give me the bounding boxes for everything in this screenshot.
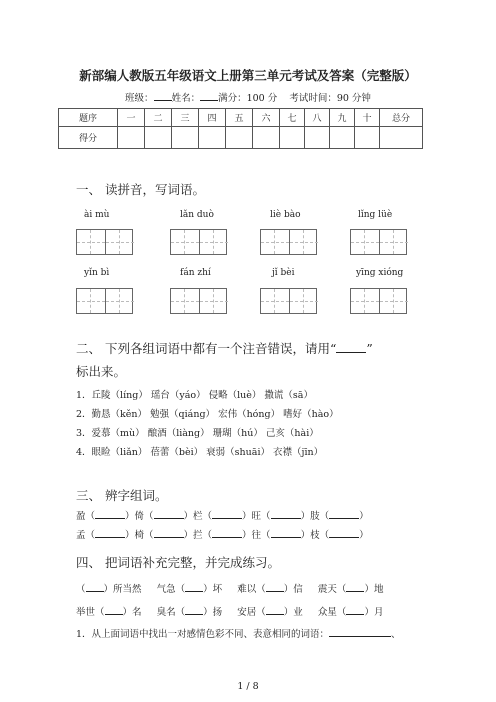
score-header-cell: 五 — [226, 109, 253, 127]
idiom-part: ）月 — [364, 607, 384, 618]
score-cell[interactable] — [226, 127, 253, 149]
answer-blank[interactable] — [212, 528, 242, 538]
exam-info-line — [0, 90, 496, 104]
pinyin-7: jǐ bèi — [272, 268, 295, 278]
score-cell[interactable] — [280, 127, 305, 149]
score-cell[interactable] — [380, 127, 423, 149]
question-1-text: 1．从上面词语中找出一对感情色彩不同、表意相同的词语： — [76, 629, 330, 640]
writing-box[interactable] — [350, 229, 407, 255]
answer-blank[interactable] — [329, 509, 359, 519]
char-label: ）旺（ — [242, 511, 271, 522]
char-label: ）肢（ — [300, 511, 330, 522]
answer-blank[interactable] — [271, 528, 301, 538]
writing-box[interactable] — [76, 288, 133, 314]
question-1 — [76, 626, 401, 640]
pinyin-check-line-4: 4．眼睑（liǎn） 蓓蕾（bèi） 衰弱（shuāi） 衣襟（jīn） — [76, 447, 324, 458]
pinyin-check-line-3: 3．爱慕（mù） 酿酒（liàng） 珊瑚（hú） 己亥（hài） — [76, 428, 319, 439]
score-header-cell: 一 — [118, 109, 145, 127]
idiom-part: 众星（ — [317, 607, 347, 618]
score-header-cell: 九 — [330, 109, 355, 127]
idiom-part: ）地 — [364, 584, 384, 595]
pinyin-6: fán zhí — [180, 268, 211, 278]
score-header-cell: 总分 — [380, 109, 423, 127]
section-2-heading-text: 二、 下列各组词语中都有一个注音错误，请用“ — [76, 341, 337, 356]
page-title: 新部编人教版五年级语文上册第三单元考试及答案（完整版） — [79, 68, 417, 83]
char-label: ）倚（ — [125, 511, 154, 522]
idiom-part: 震天（ — [317, 584, 347, 595]
answer-blank[interactable] — [212, 509, 242, 519]
pinyin-3: liè bào — [270, 210, 301, 220]
idiom-part: （ — [76, 584, 86, 595]
idiom-part: ）坏 — [203, 584, 223, 595]
pinyin-2: lǎn duò — [180, 210, 214, 220]
pinyin-check-line-1: 1．丘陵（líng） 瑶台（yáo） 侵略（luè） 撒谎（sā） — [76, 390, 313, 401]
idiom-blank[interactable] — [185, 582, 203, 592]
score-row-label: 得分 — [59, 127, 118, 149]
score-cell[interactable] — [330, 127, 355, 149]
idiom-part: ）名 — [122, 607, 142, 618]
char-group-row-2 — [76, 527, 369, 541]
name-label: 姓名： — [171, 93, 201, 104]
idiom-blank[interactable] — [185, 605, 203, 615]
score-table-score-row — [59, 127, 423, 149]
char-label: ）椅（ — [125, 530, 154, 541]
pinyin-8: yīng xióng — [356, 268, 404, 278]
writing-box[interactable] — [76, 229, 133, 255]
exam-time-label: 考试时间：90 分钟 — [289, 93, 371, 104]
answer-blank[interactable] — [154, 509, 184, 519]
underline-mark-sample — [336, 343, 366, 353]
score-header-cell: 题序 — [59, 109, 118, 127]
score-header-cell: 三 — [172, 109, 199, 127]
answer-blank[interactable] — [329, 528, 359, 538]
idiom-part: 气急（ — [156, 584, 186, 595]
idiom-blank[interactable] — [346, 605, 364, 615]
idiom-blank[interactable] — [266, 582, 284, 592]
writing-box[interactable] — [170, 229, 227, 255]
score-header-cell: 十 — [355, 109, 380, 127]
writing-box[interactable] — [350, 288, 407, 314]
writing-box[interactable] — [260, 229, 317, 255]
answer-blank[interactable] — [95, 528, 125, 538]
score-header-cell: 四 — [199, 109, 226, 127]
page-number: 1 / 8 — [237, 681, 259, 692]
idiom-row-2 — [76, 604, 383, 618]
char-label: ） — [359, 530, 369, 541]
char-label: 孟（ — [76, 530, 96, 541]
pinyin-check-line-2: 2．勤恳（kěn） 勉强（qiáng） 宏伟（hóng） 嗜好（hào） — [76, 409, 339, 420]
pinyin-1: ài mù — [84, 210, 110, 220]
score-table-header-row — [59, 109, 423, 127]
full-score-label: 满分：100 分 — [218, 93, 278, 104]
idiom-part: 举世（ — [76, 607, 105, 618]
idiom-row-1 — [76, 581, 383, 595]
score-cell[interactable] — [118, 127, 145, 149]
idiom-part: ）扬 — [203, 607, 223, 618]
idiom-blank[interactable] — [86, 582, 104, 592]
idiom-part: 难以（ — [237, 584, 266, 595]
score-cell[interactable] — [145, 127, 172, 149]
idiom-part: ）所当然 — [103, 584, 142, 595]
char-label: ）往（ — [242, 530, 271, 541]
score-cell[interactable] — [355, 127, 380, 149]
char-label: ）栏（ — [183, 511, 213, 522]
pinyin-5: yǐn bì — [84, 268, 110, 278]
score-cell[interactable] — [172, 127, 199, 149]
class-label: 班级： — [125, 93, 154, 104]
char-group-row-1 — [76, 508, 369, 522]
section-1-heading: 一、 读拼音，写词语。 — [76, 182, 205, 197]
section-2-heading-cont: 标出来。 — [76, 364, 127, 379]
section-2-heading — [76, 339, 373, 357]
section-2-heading-quote: ” — [366, 341, 373, 356]
score-header-cell: 八 — [305, 109, 330, 127]
writing-box[interactable] — [260, 288, 317, 314]
score-header-cell: 二 — [145, 109, 172, 127]
idiom-blank[interactable] — [266, 605, 284, 615]
idiom-part: 安居（ — [237, 607, 266, 618]
char-label: ） — [359, 511, 369, 522]
writing-box[interactable] — [170, 288, 227, 314]
score-cell[interactable] — [253, 127, 280, 149]
name-blank[interactable] — [200, 91, 218, 101]
answer-blank[interactable] — [95, 509, 125, 519]
answer-blank[interactable] — [154, 528, 184, 538]
char-label: ）拦（ — [183, 530, 213, 541]
section-4-heading: 四、 把词语补充完整，并完成练习。 — [76, 555, 280, 570]
answer-blank[interactable] — [271, 509, 301, 519]
char-label: ）枝（ — [300, 530, 330, 541]
idiom-part: ）业 — [283, 607, 303, 618]
score-cell[interactable] — [199, 127, 226, 149]
score-cell[interactable] — [305, 127, 330, 149]
idiom-blank[interactable] — [346, 582, 364, 592]
idiom-blank[interactable] — [105, 605, 123, 615]
question-1-tail: 、 — [391, 629, 401, 640]
section-3-heading: 三、 辨字组词。 — [76, 488, 168, 503]
score-table — [58, 108, 423, 149]
pinyin-4: lǐng lüè — [358, 210, 393, 220]
score-header-cell: 七 — [280, 109, 305, 127]
idiom-part: ）信 — [283, 584, 303, 595]
question-1-blank[interactable] — [329, 627, 391, 637]
score-header-cell: 六 — [253, 109, 280, 127]
char-label: 盈（ — [76, 511, 96, 522]
idiom-part: 臭名（ — [156, 607, 186, 618]
class-blank[interactable] — [154, 91, 172, 101]
